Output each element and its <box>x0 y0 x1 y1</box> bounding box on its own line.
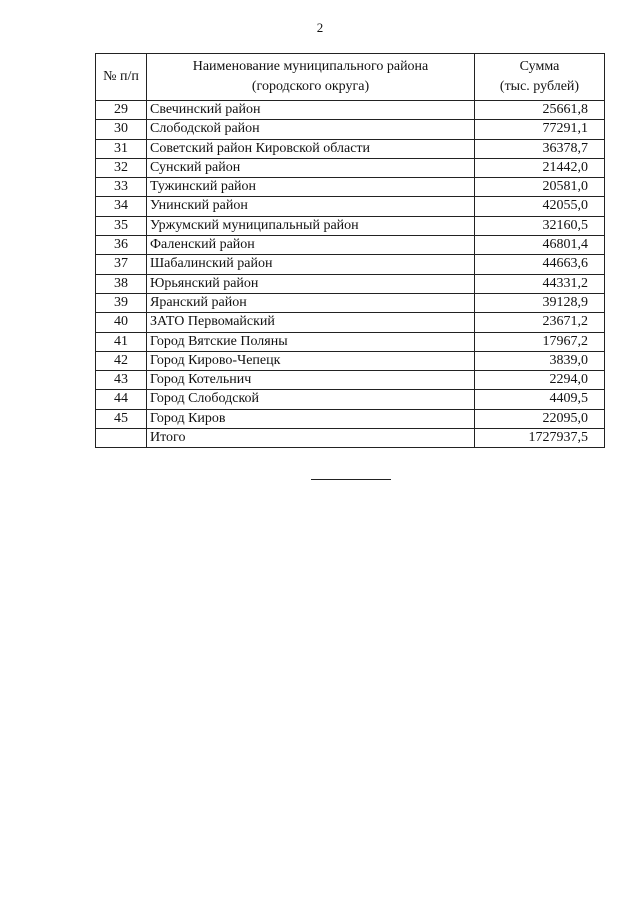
row-name: Город Киров <box>147 409 475 428</box>
table-row <box>96 371 605 390</box>
row-name: Советский район Кировской области <box>147 139 475 158</box>
row-num: 41 <box>96 332 147 351</box>
row-sum: 21442,0 <box>475 158 605 177</box>
row-sum: 77291,1 <box>475 120 605 139</box>
table-row <box>96 139 605 158</box>
row-name: ЗАТО Первомайский <box>147 313 475 332</box>
row-sum: 2294,0 <box>475 371 605 390</box>
table-row <box>96 351 605 370</box>
total-num <box>96 429 147 448</box>
row-name: Уржумский муниципальный район <box>147 216 475 235</box>
row-num: 45 <box>96 409 147 428</box>
row-name: Город Котельнич <box>147 371 475 390</box>
table-row <box>96 178 605 197</box>
row-num: 35 <box>96 216 147 235</box>
table-row <box>96 255 605 274</box>
table-row <box>96 120 605 139</box>
row-sum: 25661,8 <box>475 101 605 120</box>
row-num: 34 <box>96 197 147 216</box>
row-sum: 4409,5 <box>475 390 605 409</box>
table-row <box>96 158 605 177</box>
row-num: 30 <box>96 120 147 139</box>
row-sum: 36378,7 <box>475 139 605 158</box>
end-divider-line <box>311 479 391 480</box>
row-num: 38 <box>96 274 147 293</box>
row-name: Город Кирово-Чепецк <box>147 351 475 370</box>
row-sum: 3839,0 <box>475 351 605 370</box>
total-label: Итого <box>147 429 475 448</box>
table-row <box>96 216 605 235</box>
header-sum-line2: (тыс. рублей) <box>499 79 580 94</box>
header-name <box>147 54 475 101</box>
row-name: Свечинский район <box>147 101 475 120</box>
row-num: 43 <box>96 371 147 390</box>
row-sum: 42055,0 <box>475 197 605 216</box>
table-row <box>96 236 605 255</box>
budget-table <box>95 53 605 448</box>
table-row <box>96 293 605 312</box>
row-name: Фаленский район <box>147 236 475 255</box>
row-sum: 44663,6 <box>475 255 605 274</box>
total-sum: 1727937,5 <box>475 429 605 448</box>
row-name: Унинский район <box>147 197 475 216</box>
row-num: 40 <box>96 313 147 332</box>
row-name: Яранский район <box>147 293 475 312</box>
page-number: 2 <box>316 20 324 35</box>
row-num: 33 <box>96 178 147 197</box>
row-num: 29 <box>96 101 147 120</box>
table-row <box>96 332 605 351</box>
row-num: 31 <box>96 139 147 158</box>
row-sum: 46801,4 <box>475 236 605 255</box>
table-row <box>96 409 605 428</box>
total-row <box>96 429 605 448</box>
row-name: Город Вятские Поляны <box>147 332 475 351</box>
row-name: Тужинский район <box>147 178 475 197</box>
header-name-line2: (городского округа) <box>251 79 370 94</box>
header-sum-line1: Сумма <box>519 59 560 74</box>
row-name: Слободской район <box>147 120 475 139</box>
row-sum: 32160,5 <box>475 216 605 235</box>
table-row <box>96 101 605 120</box>
row-sum: 20581,0 <box>475 178 605 197</box>
table-row <box>96 274 605 293</box>
row-num: 37 <box>96 255 147 274</box>
row-num: 36 <box>96 236 147 255</box>
header-sum <box>475 54 605 101</box>
row-sum: 17967,2 <box>475 332 605 351</box>
row-num: 42 <box>96 351 147 370</box>
header-name-line1: Наименование муниципального района <box>192 59 429 74</box>
row-name: Юрьянский район <box>147 274 475 293</box>
row-name: Город Слободской <box>147 390 475 409</box>
row-num: 32 <box>96 158 147 177</box>
table-row <box>96 197 605 216</box>
table-header-row <box>96 54 605 101</box>
row-name: Сунский район <box>147 158 475 177</box>
row-sum: 22095,0 <box>475 409 605 428</box>
table-row <box>96 390 605 409</box>
row-num: 44 <box>96 390 147 409</box>
row-name: Шабалинский район <box>147 255 475 274</box>
row-sum: 39128,9 <box>475 293 605 312</box>
row-num: 39 <box>96 293 147 312</box>
row-sum: 23671,2 <box>475 313 605 332</box>
table-row <box>96 313 605 332</box>
table-body <box>96 101 605 448</box>
header-num: № п/п <box>96 54 147 101</box>
row-sum: 44331,2 <box>475 274 605 293</box>
